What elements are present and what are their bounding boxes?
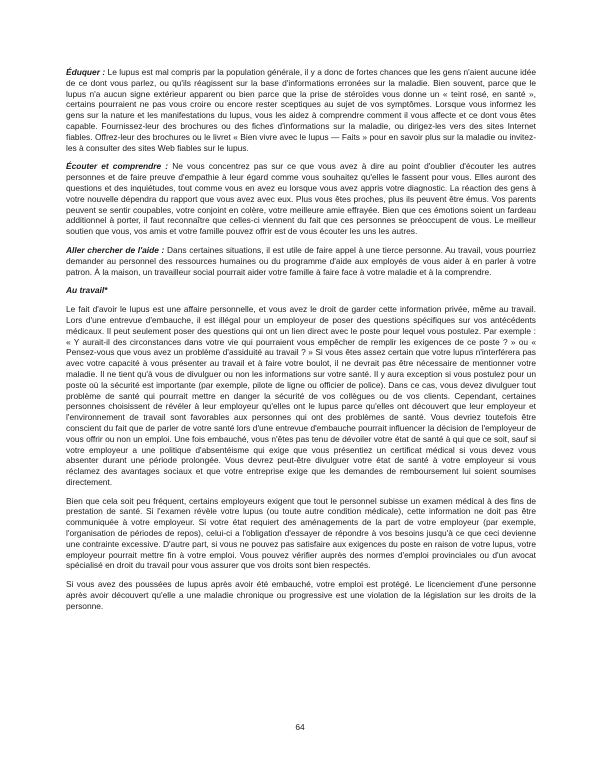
paragraph-travail-3: Si vous avez des poussées de lupus après avoir été embauché, votre emploi est protégé. Le licenciement d'une personne après avoir découvert qu'elle a une maladie chronique ou progressive est une violation de la législation sur les droits de la personne. <box>66 579 536 611</box>
paragraph-aide <box>66 245 536 277</box>
paragraph-lead-ecouter: Écouter et comprendre : <box>66 161 173 172</box>
paragraph-travail-2: Bien que cela soit peu fréquent, certains employeurs exigent que tout le personnel subisse un examen médical à des fins de prestation de santé. Si l'examen révèle votre lupus (ou toute autre condition médicale), cette information ne doit pas être communiquée à votre employeur. Si votre état requiert des aménagements de la part de votre employeur (par exemple, l'organisation de périodes de repos), celui-ci a l'obligation d'essayer de répondre à vos besoins jusqu'à ce que ceci devienne une contrainte excessive. D'autre part, si vous ne pouvez pas satisfaire aux exigences du poste en raison de votre lupus, votre employeur pourrait mettre fin à votre emploi. Vous pouvez vérifier auprès des normes d'emploi provinciales ou d'un avocat spécialisé en droit du travail pour vous assurer que vos droits sont bien respectés. <box>66 495 536 571</box>
paragraph-text-ecouter: Ne vous concentrez pas sur ce que vous avez à dire au point d'oublier d'écouter les autres personnes et de faire preuve d'empathie à leur égard comme vous souhaitez qu'elles le fassent pour vous. Elles auront des questions et des inquiétudes, tout comme vous en avez eu lorsque vous avez appris votre diagnostic. La réaction des gens à votre nouvelle dépendra du rapport que vous avez avec eux. Plus vous êtes proches, plus ils peuvent être émus. Vos parents peuvent se sentir coupables, votre conjoint en colère, votre meilleure amie effrayée. Bien que ces émotions soient un fardeau additionnel à porter, il faut reconnaître que celles-ci viennent du fait que ces personnes se préoccupent de vous. Le meilleur soutien que vous, vos amis et votre famille pouvez offrir est de vous écouter les uns les autres. <box>66 161 536 237</box>
page-content <box>66 67 536 620</box>
paragraph-travail-1: Le fait d'avoir le lupus est une affaire personnelle, et vous avez le droit de garder cette information privée, même au travail. Lors d'une entrevue d'embauche, il est illégal pour un employeur de poser des questions spécifiques sur vos antécédents médicaux. Il peut seulement poser des questions qui ont un lien direct avec le poste pour lequel vous postulez. Par exemple : « Y aurait-il des circonstances dans votre vie qui pourraient vous empêcher de remplir les exigences de ce poste ? » ou « Pensez-vous que vous avez un problème d'assiduité au travail ? » Si vous êtes assez certain que votre lupus n'interférera pas avec votre capacité à vous présenter au travail et à faire votre boulot, il ne devrait pas être nécessaire de mentionner votre maladie. Il ne tient qu'à vous de divulguer ou non les informations sur votre santé. Il y aura exception si vous postulez pour un poste où la sécurité est importante (par exemple, pilote de ligne ou officier de police). Dans ce cas, vous devez divulguer tout problème de santé qui pourrait mettre en danger la sécurité de vos collègues ou de vos clients. Cependant, certaines personnes choisissent de révéler à leur employeur qu'elles ont le lupus parce qu'elles ont découvert que leur employeur et l'environnement de travail sont favorables aux personnes qui ont des problèmes de santé. Vous devriez toutefois être conscient du fait que de parler de votre santé lors d'une entrevue d'embauche pourrait influencer la décision de l'employeur de vous offrir ou non un emploi. Une fois embauché, vous n'êtes pas tenu de dévoiler votre état de santé à qui que ce soit, sauf si votre employeur a une politique d'absentéisme qui exige que vous présentiez un certificat médical si vous devez vous absenter durant une période prolongée. Vous devrez peut-être divulguer votre état de santé à votre employeur si vous réclamez des avantages sociaux et que votre entreprise exige que les demandes de remboursement lui soient soumises directement. <box>66 304 536 487</box>
paragraph-text-eduquer: Le lupus est mal compris par la population générale, il y a donc de fortes chances que les gens n'aient aucune idée de ce dont vous parlez, ou qu'ils réagissent sur la base d'informations erronées sur la maladie. Bien souvent, parce que le lupus n'a aucun signe extérieur apparent ou bien parce que la prise de stéroïdes vous donne un « teint rosé, en santé », certains pourraient ne pas vous croire ou encore rester sceptiques au sujet de vos symptômes. Lorsque vous informez les gens sur la nature et les manifestations du lupus, vous les aidez à comprendre comment il vous affecte et ce dont vous êtes capable. Fournissez-leur des brochures ou des fiches d'informations sur la maladie, ou dirigez-les vers des sites Internet fiables. Offrez-leur des brochures ou le livret « Bien vivre avec le lupus — Faits » pour en savoir plus sur la maladie ou invitez-les à consulter des sites Web fiables sur le lupus. <box>66 67 536 153</box>
section-heading-au-travail: Au travail* <box>66 285 108 296</box>
paragraph-text-aide: Dans certaines situations, il est utile de faire appel à une tierce personne. Au travail, vous pourriez demander au personnel des ressources humaines ou du programme d'aide aux employés de vous aider à en parler à votre patron. À la maison, un travailleur social pourrait aider votre famille à faire face à votre maladie et à la comprendre. <box>66 244 536 277</box>
paragraph-ecouter <box>66 161 536 237</box>
page-number: 64 <box>295 722 305 732</box>
paragraph-lead-eduquer: Éduquer : <box>66 67 108 77</box>
paragraph-lead-aide: Aller chercher de l'aide : <box>66 244 167 255</box>
paragraph-eduquer <box>66 67 536 153</box>
